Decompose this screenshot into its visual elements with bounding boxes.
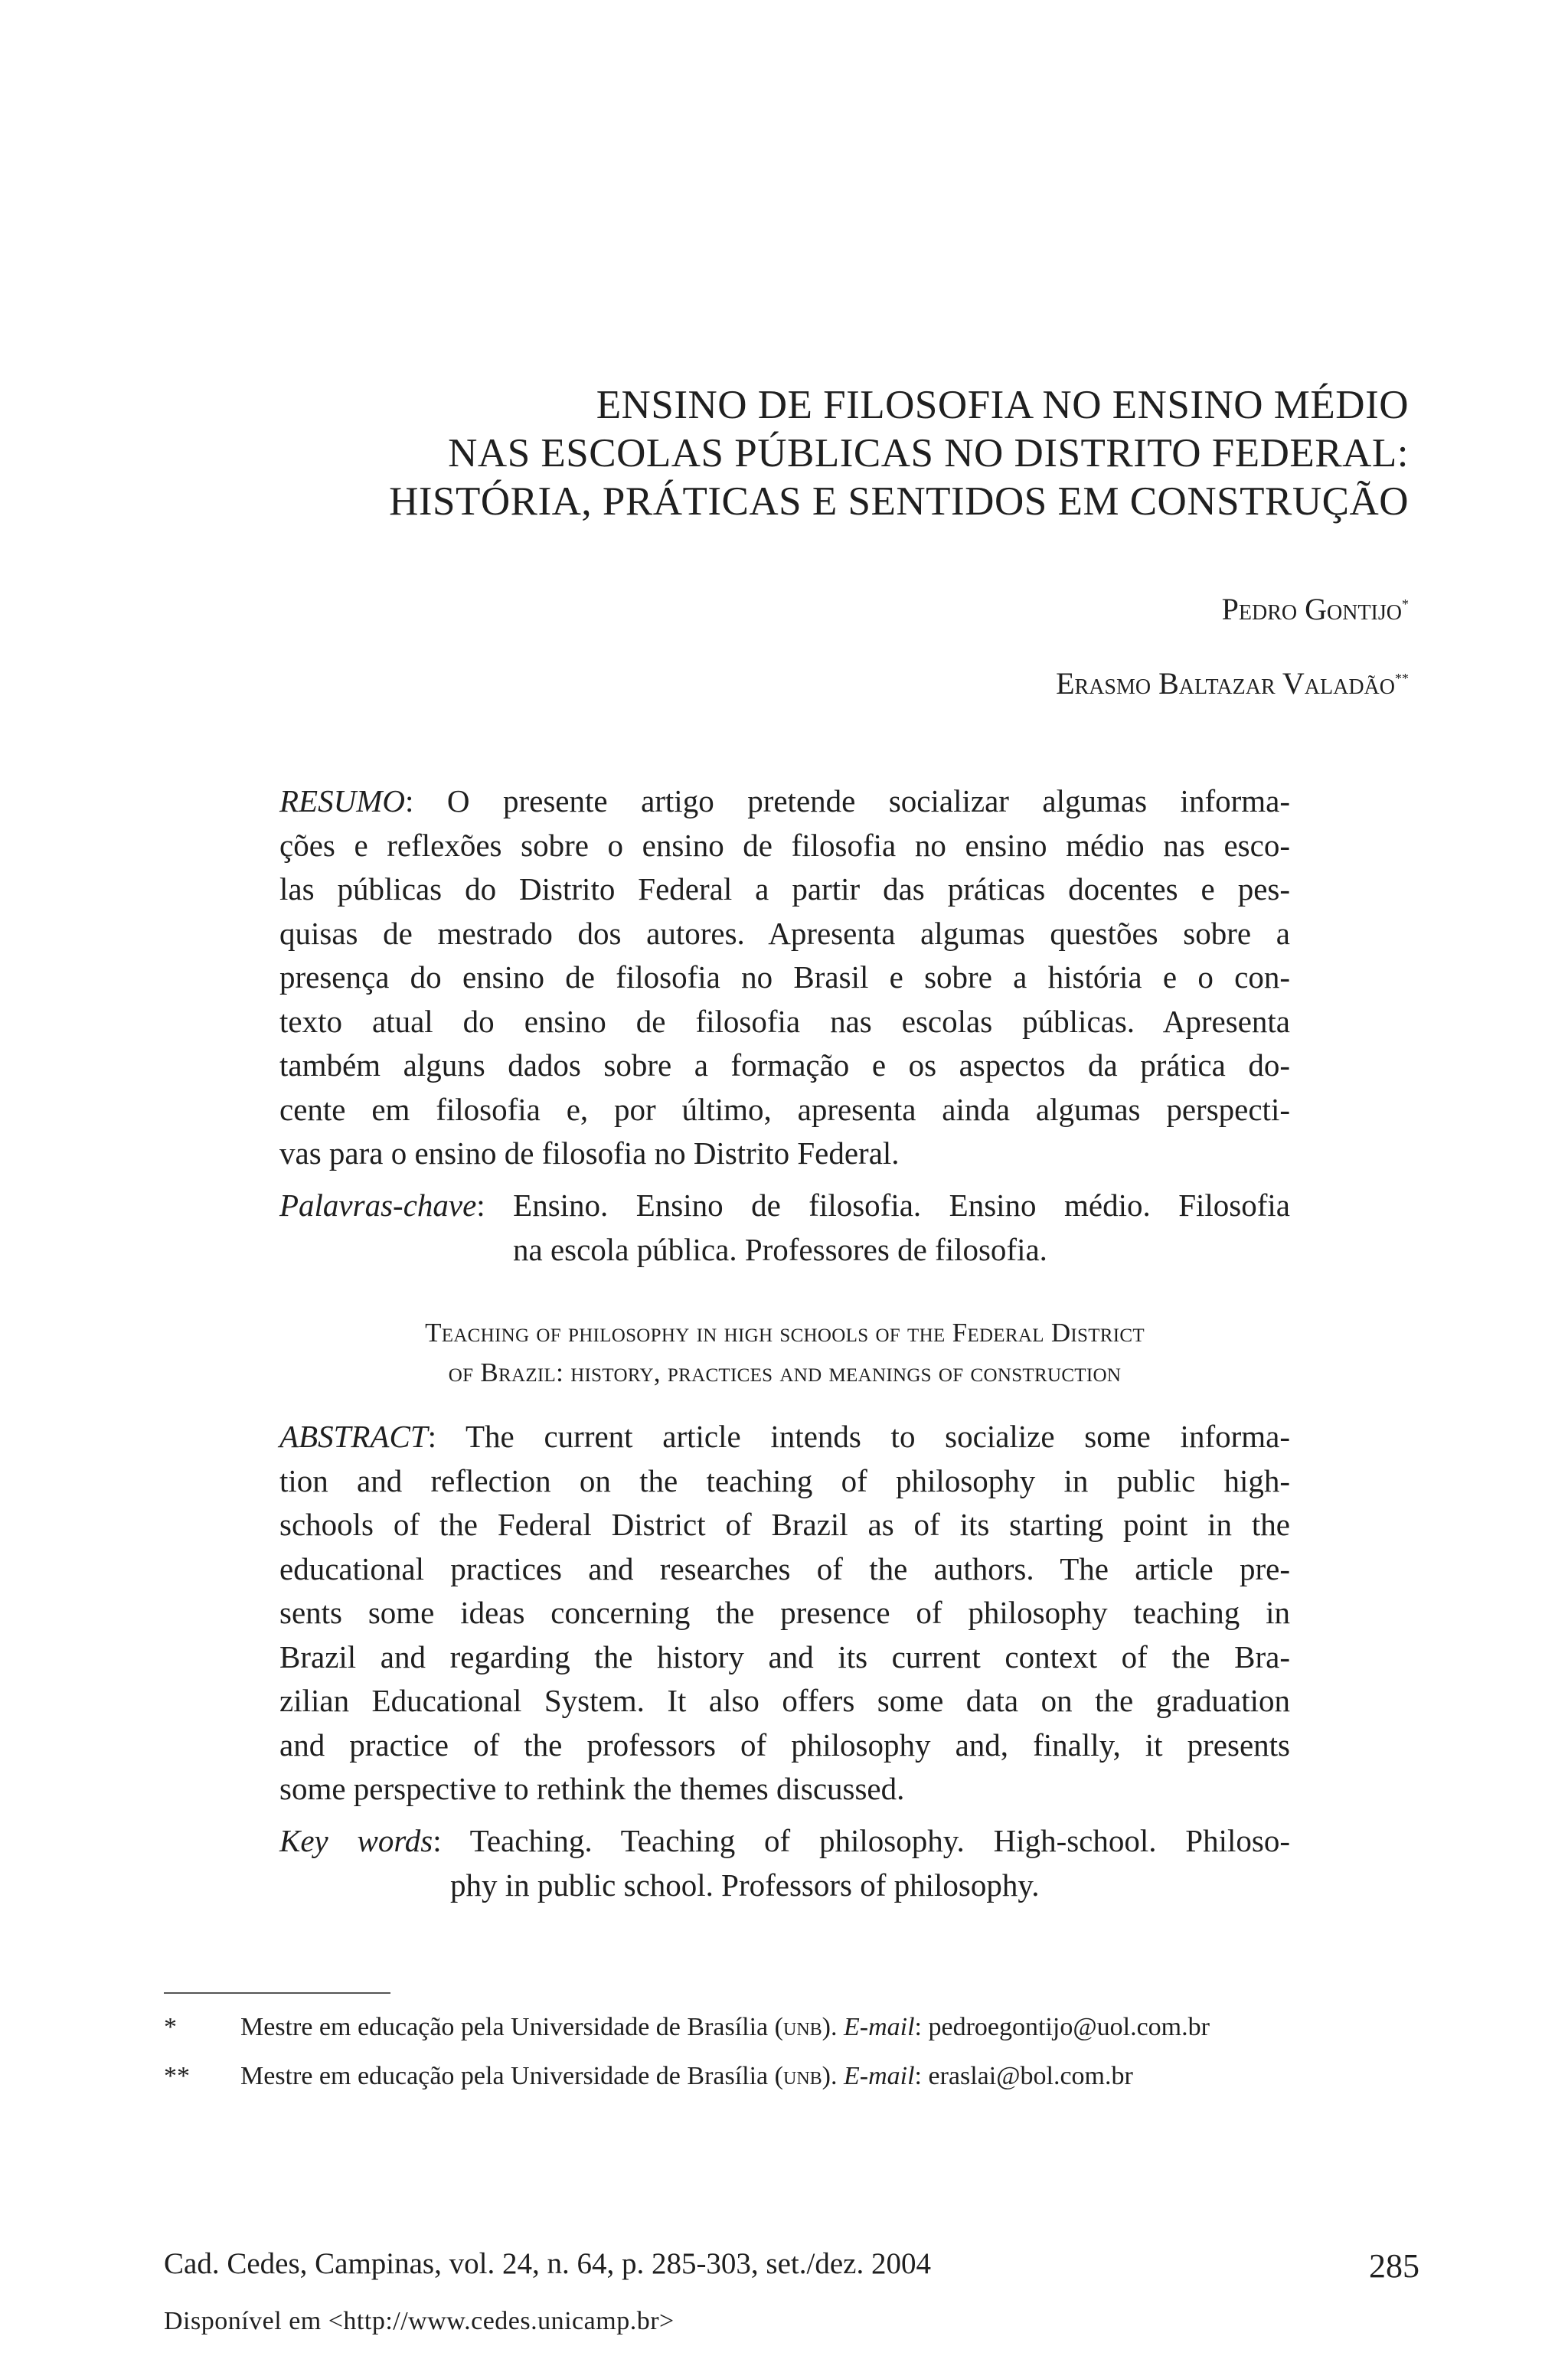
resumo-line: ções e reflexões sobre o ensino de filosofia no ensino médio nas esco-	[279, 827, 1290, 863]
author-list	[643, 591, 1409, 740]
abstract-line: educational practices and researches of the authors. The article pre-	[279, 1550, 1290, 1586]
page-number: 285	[1369, 2247, 1419, 2285]
abstract-line: tion and reflection on the teaching of philosophy in public high-	[279, 1462, 1290, 1498]
english-title-line-1: Teaching of philosophy in high schools of the Federal District	[425, 1318, 1145, 1348]
footnote-mark: *	[1402, 596, 1409, 612]
footnote-text: ).	[822, 2013, 844, 2041]
resumo-line: texto atual do ensino de filosofia nas escolas públicas. Apresenta	[279, 1003, 1290, 1039]
palavras-chave-line-2: na escola pública. Professores de filosofia.	[513, 1231, 1047, 1267]
footnote-abbr: unb	[782, 2062, 822, 2090]
footnote-mark: **	[1395, 671, 1409, 686]
footnote-2	[164, 2060, 1419, 2093]
footnote-mark: *	[164, 2013, 177, 2041]
email-label: E-mail	[843, 2013, 915, 2041]
author-name: Pedro Gontijo	[1221, 592, 1402, 626]
resumo-text: : O presente artigo pretende socializar algumas informa-	[404, 783, 1290, 818]
key-words-line-1	[279, 1819, 1290, 1864]
resumo-line: quisas de mestrado dos autores. Apresenta algumas questões sobre a	[279, 915, 1290, 951]
footnote-divider	[164, 1992, 390, 1994]
abstract-line: and practice of the professors of philosophy and, finally, it presents	[279, 1727, 1290, 1763]
abstract-line: some perspective to rethink the themes discussed.	[279, 1771, 905, 1806]
abstract-line: schools of the Federal District of Brazil as of its starting point in the	[279, 1507, 1290, 1542]
abstract-line: Brazil and regarding the history and its current context of the Bra-	[279, 1639, 1290, 1674]
email-address: : eraslai@bol.com.br	[914, 2062, 1133, 2090]
resumo-line	[279, 779, 1290, 824]
author-1	[643, 591, 1409, 633]
email-label: E-mail	[843, 2062, 915, 2090]
abstract-paragraph	[279, 1415, 1290, 1812]
footnote-1	[164, 2011, 1419, 2044]
abstract-label: ABSTRACT	[279, 1419, 428, 1454]
palavras-chave-text: : Ensino. Ensino de filosofia. Ensino médio. Filosofia	[476, 1188, 1290, 1223]
resumo-line: presença do ensino de filosofia no Brasil e sobre a história e o con-	[279, 959, 1290, 995]
author-2	[643, 665, 1409, 707]
key-words-line-2: phy in public school. Professors of philosophy.	[450, 1867, 1040, 1903]
key-words	[279, 1819, 1290, 1907]
resumo-line: las públicas do Distrito Federal a partir das práticas docentes e pes-	[279, 871, 1290, 907]
title-line-3: HISTÓRIA, PRÁTICAS E SENTIDOS EM CONSTRUÇÃO	[389, 479, 1409, 524]
citation-text: Cad. Cedes, Campinas, vol. 24, n. 64, p. 285-303, set./dez. 2004	[164, 2247, 931, 2280]
palavras-chave	[279, 1184, 1290, 1272]
resumo-line: vas para o ensino de filosofia no Distrito Federal.	[279, 1135, 900, 1171]
availability-line: Disponível em <http://www.cedes.unicamp.br>	[164, 2307, 675, 2335]
article-title	[107, 381, 1409, 526]
key-words-text: : Teaching. Teaching of philosophy. High-school. Philoso-	[433, 1823, 1290, 1858]
footnote-abbr: unb	[782, 2013, 822, 2041]
english-title-line-2: of Brazil: history, practices and meanings of construction	[448, 1358, 1122, 1387]
footnote-text: Mestre em educação pela Universidade de Brasília (	[240, 2062, 783, 2090]
resumo-line: também alguns dados sobre a formação e os aspectos da prática do-	[279, 1047, 1290, 1083]
title-line-1: ENSINO DE FILOSOFIA NO ENSINO MÉDIO	[596, 383, 1409, 427]
key-words-label: Key words	[279, 1823, 433, 1858]
abstract-text: : The current article intends to socialize some informa-	[427, 1419, 1290, 1454]
email-address: : pedroegontijo@uol.com.br	[914, 2013, 1210, 2041]
title-line-2: NAS ESCOLAS PÚBLICAS NO DISTRITO FEDERAL:	[448, 431, 1409, 475]
author-name: Erasmo Baltazar Valadão	[1056, 666, 1395, 701]
palavras-chave-line-1	[279, 1184, 1290, 1228]
footnote-text: Mestre em educação pela Universidade de Brasília (	[240, 2013, 783, 2041]
abstract-line	[279, 1415, 1290, 1459]
footnote-text: ).	[822, 2062, 844, 2090]
resumo-paragraph	[279, 779, 1290, 1176]
palavras-chave-label: Palavras-chave	[279, 1188, 477, 1223]
abstract-line: sents some ideas concerning the presence of philosophy teaching in	[279, 1595, 1290, 1630]
citation-footer	[164, 2246, 1419, 2285]
resumo-line: cente em filosofia e, por último, apresenta ainda algumas perspecti-	[279, 1091, 1290, 1127]
footnote-mark: **	[164, 2062, 190, 2090]
abstract-line: zilian Educational System. It also offers some data on the graduation	[279, 1683, 1290, 1718]
english-title	[279, 1313, 1290, 1393]
resumo-label: RESUMO	[279, 783, 405, 818]
